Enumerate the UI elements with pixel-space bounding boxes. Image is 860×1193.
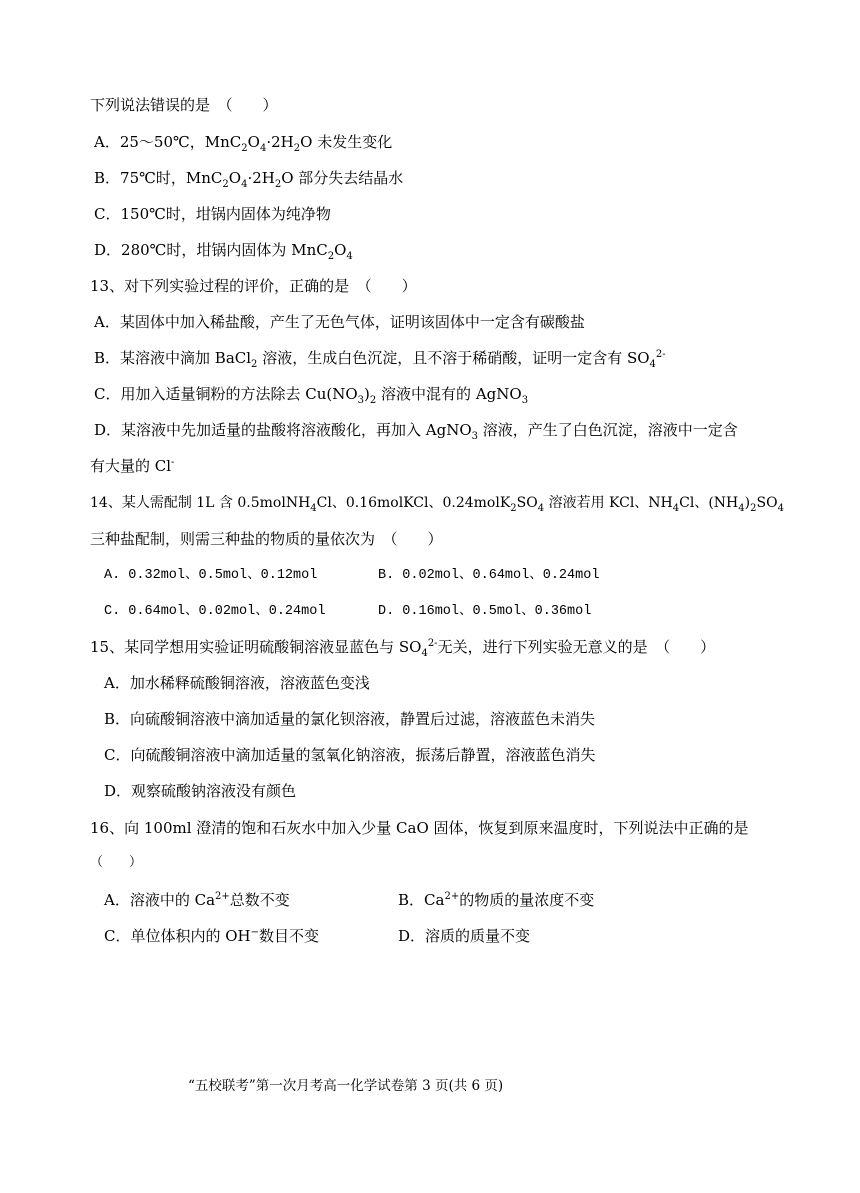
q16-answer-paren: （ ）: [90, 855, 143, 870]
q14-option-c: C. 0.64mol、0.02mol、0.24mol: [104, 604, 326, 619]
q16-stem: 16、向 100ml 澄清的饱和石灰水中加入少量 CaO 固体，恢复到原来温度时，下列说法中正确的是: [90, 819, 749, 837]
q14-option-b: B. 0.02mol、0.64mol、0.24mol: [378, 568, 600, 583]
q15-stem: 15、某同学想用实验证明硫酸铜溶液显蓝色与 $SO_4^{2-}$无关，进行下列实验无意义的是 （ ）: [90, 638, 716, 659]
q12-option-d: D．280℃时，坩锅内固体为 $MnC_2O_4$: [94, 241, 353, 262]
q13-option-b: B．某溶液中滴加 BaCl$_2$ 溶液，生成白色沉淀，且不溶于稀硝酸，证明一定含有 $SO_4^{2-}$: [94, 349, 666, 370]
q15-option-b: B．向硫酸铜溶液中滴加适量的氯化钡溶液，静置后过滤，溶液蓝色未消失: [104, 710, 596, 728]
q12-option-b: B．75℃时，$MnC_2O_4\cdot 2H_2O$ 部分失去结晶水: [94, 169, 404, 190]
q16-option-a: A．溶液中的 $Ca^{2+}$总数不变: [104, 891, 290, 909]
q14-option-a: A. 0.32mol、0.5mol、0.12mol: [104, 568, 318, 583]
q14-option-d: D. 0.16mol、0.5mol、0.36mol: [378, 604, 592, 619]
q16-option-d: D．溶质的质量不变: [398, 927, 531, 945]
q13-option-a: A．某固体中加入稀盐酸，产生了无色气体，证明该固体中一定含有碳酸盐: [94, 313, 585, 331]
q15-option-c: C．向硫酸铜溶液中滴加适量的氢氧化钠溶液，振荡后静置，溶液蓝色消失: [104, 746, 596, 764]
q15-option-d: D．观察硫酸钠溶液没有颜色: [104, 782, 297, 800]
q15-option-a: A．加水稀释硫酸铜溶液，溶液蓝色变浅: [104, 674, 370, 692]
page-footer: “五校联考”第一次月考高一化学试卷第 3 页(共 6 页): [188, 1078, 504, 1094]
q13-stem: 13、对下列实验过程的评价，正确的是 （ ）: [90, 277, 417, 295]
q13-option-c: C．用加入适量铜粉的方法除去 $Cu(NO_3)_2$ 溶液中混有的 AgNO$_3$: [94, 385, 529, 406]
q14-stem-line2: 三种盐配制，则需三种盐的物质的量依次为 （ ）: [90, 530, 443, 548]
q13-option-d-line1: D．某溶液中先加适量的盐酸将溶液酸化，再加入 AgNO$_3$ 溶液，产生了白色沉淀，溶液中一定含: [94, 421, 738, 442]
q12-option-c: C．150℃时，坩锅内固体为纯净物: [94, 205, 331, 223]
q13-option-d-line2: 有大量的 Cl-: [90, 457, 175, 475]
q12-stem: 下列说法错误的是 （ ）: [90, 96, 278, 114]
q14-stem-line1: 14、某人需配制 1L 含 0.5molNH$_4$Cl、0.16molKCl、$0.24molK_2SO_4$ 溶液若用 KCl、$NH_4Cl$、$(NH_4)_2SO_4$: [90, 495, 784, 514]
q16-option-c: C．单位体积内的 OH−数目不变: [104, 927, 320, 945]
q12-option-a: A．25～50℃，$MnC_2O_4\cdot 2H_2O$ 未发生变化: [94, 133, 393, 154]
q16-option-b: B．$Ca^{2+}$的物质的量浓度不变: [398, 891, 595, 909]
